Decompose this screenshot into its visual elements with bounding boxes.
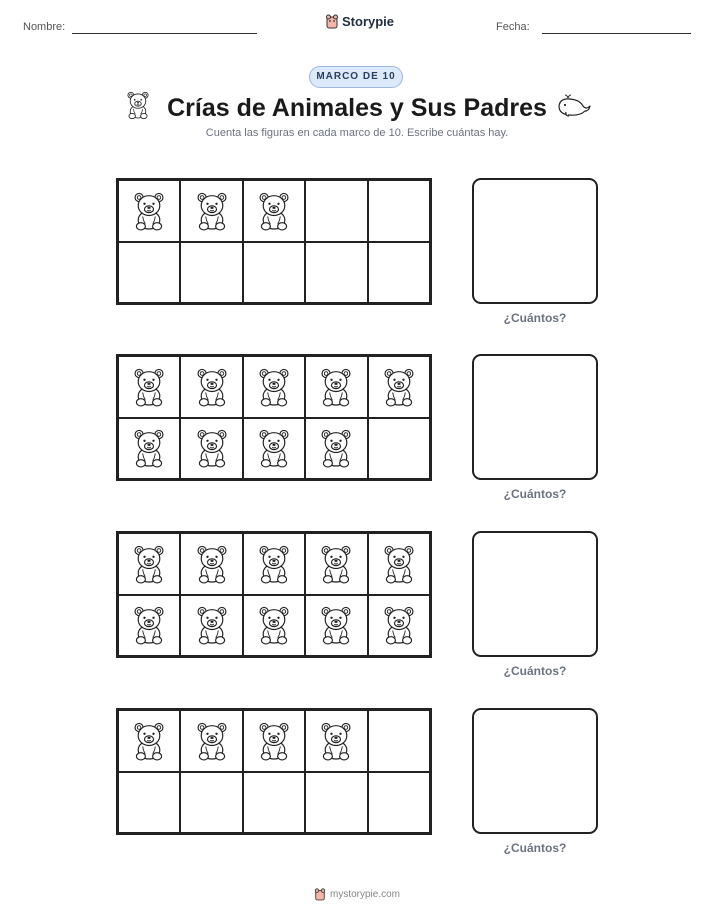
bear-cub-icon [194,543,230,585]
frame-cell [243,180,305,242]
frame-cell [243,356,305,418]
bear-cub-icon [194,427,230,469]
storypie-logo-icon [325,13,339,29]
frame-cell [305,772,367,834]
bear-cub-icon [131,720,167,762]
frame-cell [305,418,367,480]
bear-cub-icon [194,604,230,646]
bear-cub-icon [318,543,354,585]
answer-box[interactable] [472,178,598,304]
bear-cub-icon [381,543,417,585]
frame-cell [368,356,430,418]
ten-frame [116,708,432,835]
bear-cub-icon [256,543,292,585]
ten-frame [116,178,432,305]
bear-cub-icon [256,190,292,232]
whale-icon [556,94,592,118]
frame-cell [118,356,180,418]
ten-frame [116,354,432,481]
question-label: ¿Cuántos? [503,664,567,678]
frame-cell [305,533,367,595]
frame-cell [368,180,430,242]
bear-cub-icon [256,366,292,408]
bear-cub-icon [256,427,292,469]
worksheet-type-badge: MARCO DE 10 [309,66,403,88]
frame-cell [118,242,180,304]
answer-box[interactable] [472,708,598,834]
frame-cell [180,356,242,418]
answer-box[interactable] [472,531,598,657]
bear-cub-icon [194,190,230,232]
frame-cell [368,242,430,304]
frame-cell [180,180,242,242]
bear-cub-icon [318,604,354,646]
frame-cell [243,772,305,834]
frame-cell [180,710,242,772]
brand-logo [325,13,394,29]
bear-cub-icon [318,720,354,762]
frame-cell [305,356,367,418]
bear-cub-icon [256,604,292,646]
frame-cell [243,533,305,595]
frame-cell [368,772,430,834]
date-field[interactable] [542,33,691,34]
frame-cell [180,595,242,657]
bear-cub-icon [318,366,354,408]
frame-cell [118,418,180,480]
bear-cub-icon [194,720,230,762]
frame-cell [243,418,305,480]
bear-cub-icon [131,190,167,232]
footer-url: mystorypie.com [329,888,400,900]
frame-cell [305,710,367,772]
frame-cell [368,418,430,480]
footer [0,887,714,901]
bear-cub-icon [381,366,417,408]
frame-cell [180,418,242,480]
instructions: Cuenta las figuras en cada marco de 10. Escribe cuántas hay. [205,127,509,139]
date-label: Fecha: [496,21,530,33]
bear-cub-icon [131,543,167,585]
frame-cell [118,533,180,595]
frame-cell [118,595,180,657]
frame-cell [305,595,367,657]
frame-cell [180,533,242,595]
question-label: ¿Cuántos? [503,311,567,325]
bear-cub-icon [131,366,167,408]
frame-cell [180,772,242,834]
frame-cell [118,710,180,772]
frame-cell [305,242,367,304]
name-label: Nombre: [23,21,66,33]
bear-cub-icon [381,604,417,646]
frame-cell [243,595,305,657]
bear-cub-icon [131,427,167,469]
answer-box[interactable] [472,354,598,480]
page-title: Crías de Animales y Sus Padres [167,94,547,122]
frame-cell [368,533,430,595]
bear-cub-icon [256,720,292,762]
frame-cell [180,242,242,304]
frame-cell [305,180,367,242]
storypie-logo-icon [314,887,326,901]
frame-cell [118,180,180,242]
ten-frame [116,531,432,658]
question-label: ¿Cuántos? [503,487,567,501]
frame-cell [368,595,430,657]
bear-cub-icon [318,427,354,469]
question-label: ¿Cuántos? [503,841,567,855]
frame-cell [368,710,430,772]
bear-cub-icon [131,604,167,646]
name-field[interactable] [72,33,257,34]
brand-name: Storypie [342,13,395,29]
frame-cell [243,710,305,772]
bear-cub-icon [194,366,230,408]
frame-cell [243,242,305,304]
frame-cell [118,772,180,834]
